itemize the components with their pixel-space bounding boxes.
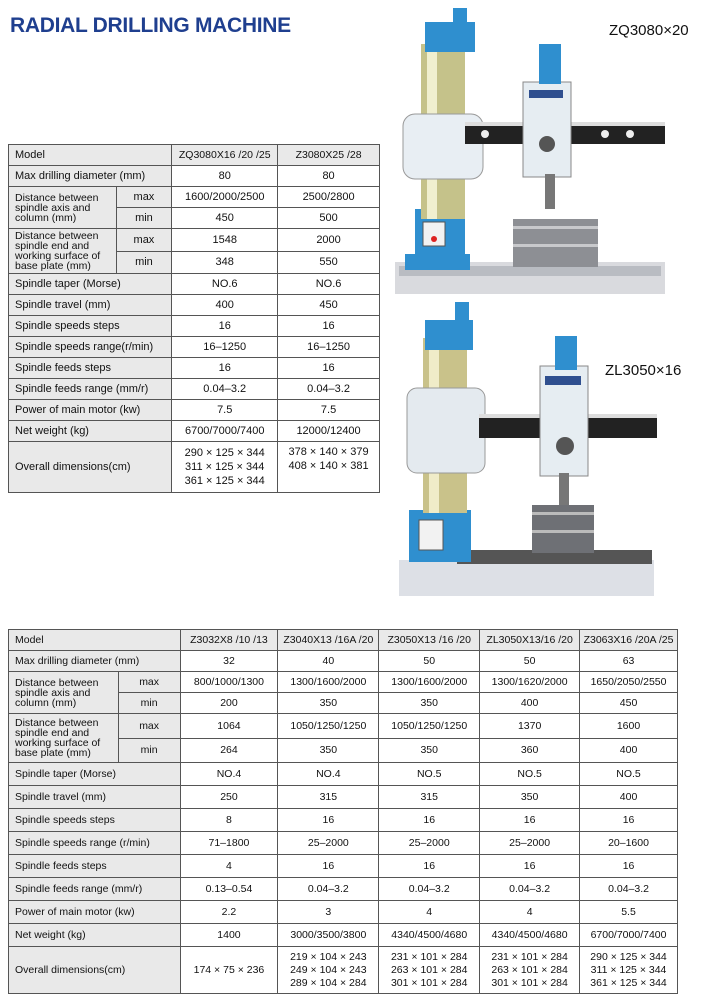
cell: 350 [278, 693, 379, 714]
cell: NO.5 [580, 763, 678, 786]
cell: 16 [480, 855, 580, 878]
cell: 6700/7000/7400 [172, 421, 278, 442]
cell: 400 [480, 693, 580, 714]
cell: 348 [172, 251, 278, 274]
cell: 500 [278, 208, 380, 229]
row-label: Max drilling diameter (mm) [9, 166, 172, 187]
dim-line: 378 × 140 × 379 [288, 446, 369, 458]
cell: 550 [278, 251, 380, 274]
dim-line: 301 × 101 × 284 [390, 976, 468, 989]
cell: 1300/1600/2000 [379, 672, 480, 693]
cell: 25–2000 [480, 832, 580, 855]
cell: 450 [278, 295, 380, 316]
row-label: Spindle feeds steps [9, 855, 181, 878]
cell: 0.04–3.2 [278, 878, 379, 901]
cell: 1064 [180, 714, 278, 739]
sub-label: min [118, 738, 180, 763]
dim-line: 263 × 101 × 284 [491, 963, 568, 976]
dim-line: 311 × 125 × 344 [590, 963, 667, 976]
cell [180, 947, 278, 994]
model-header: Z3050X13 /16 /20 [379, 630, 480, 651]
table-row [9, 672, 678, 693]
row-label: Distance between spindle end and working surface of base plate (mm) [9, 714, 119, 763]
row-label: Model [9, 630, 181, 651]
dim-line: 290 × 125 × 344 [184, 447, 265, 459]
model-header: ZQ3080X16 /20 /25 [172, 145, 278, 166]
model-header: Z3080X25 /28 [278, 145, 380, 166]
sub-label: min [116, 208, 172, 229]
cell [580, 947, 678, 994]
cell: 50 [480, 651, 580, 672]
cell: 0.04–3.2 [172, 379, 278, 400]
cell: 0.13–0.54 [180, 878, 278, 901]
cell: 7.5 [172, 400, 278, 421]
table-row [9, 855, 678, 878]
row-label: Spindle travel (mm) [9, 295, 172, 316]
cell: 400 [172, 295, 278, 316]
cell: 16 [278, 855, 379, 878]
cell: 0.04–3.2 [480, 878, 580, 901]
table-row [9, 924, 678, 947]
cell [480, 947, 580, 994]
cell: 1050/1250/1250 [278, 714, 379, 739]
cell: 315 [379, 786, 480, 809]
row-label: Spindle feeds range (mm/r) [9, 878, 181, 901]
cell: 2000 [278, 229, 380, 252]
model-header: Z3032X8 /10 /13 [180, 630, 278, 651]
table-row [9, 166, 380, 187]
cell: 16 [580, 855, 678, 878]
cell: 1300/1600/2000 [278, 672, 379, 693]
cell [172, 442, 278, 493]
cell: 350 [379, 693, 480, 714]
table-row [9, 379, 380, 400]
table-row [9, 651, 678, 672]
dim-line: 174 × 75 × 236 [193, 964, 265, 976]
table-row [9, 786, 678, 809]
cell: 1050/1250/1250 [379, 714, 480, 739]
cell: 71–1800 [180, 832, 278, 855]
cell: 0.04–3.2 [379, 878, 480, 901]
table-row [9, 714, 678, 739]
cell: 4340/4500/4680 [379, 924, 480, 947]
cell: 4 [379, 901, 480, 924]
row-label: Distance between spindle axis and column (mm) [9, 187, 117, 229]
cell: 1370 [480, 714, 580, 739]
cell: 1600/2000/2500 [172, 187, 278, 208]
cell: 400 [580, 738, 678, 763]
cell: 16 [379, 809, 480, 832]
row-label: Spindle speeds range (r/min) [9, 832, 181, 855]
cell: 63 [580, 651, 678, 672]
cell: 264 [180, 738, 278, 763]
table-row [9, 901, 678, 924]
cell: 16 [172, 316, 278, 337]
cell: 1400 [180, 924, 278, 947]
cell: 400 [580, 786, 678, 809]
row-label: Net weight (kg) [9, 924, 181, 947]
dim-line: 231 × 101 × 284 [390, 950, 468, 963]
cell: 40 [278, 651, 379, 672]
cell: 250 [180, 786, 278, 809]
cell: 5.5 [580, 901, 678, 924]
table-row [9, 358, 380, 379]
dim-line: 290 × 125 × 344 [590, 950, 667, 963]
row-label: Spindle taper (Morse) [9, 763, 181, 786]
cell: 32 [180, 651, 278, 672]
cell: NO.6 [172, 274, 278, 295]
cell: 1650/2050/2550 [580, 672, 678, 693]
row-label: Distance between spindle end and working surface of base plate (mm) [9, 229, 117, 274]
cell: 2500/2800 [278, 187, 380, 208]
row-label: Distance between spindle axis and column (mm) [9, 672, 119, 714]
cell: 16 [278, 358, 380, 379]
table-row [9, 809, 678, 832]
cell: NO.4 [278, 763, 379, 786]
table-row [9, 337, 380, 358]
dim-line: 361 × 125 × 344 [590, 976, 667, 989]
table-row [9, 295, 380, 316]
row-label: Spindle travel (mm) [9, 786, 181, 809]
cell: 315 [278, 786, 379, 809]
dim-line: 231 × 101 × 284 [491, 950, 568, 963]
table-row [9, 274, 380, 295]
cell [379, 947, 480, 994]
dim-line: 289 × 104 × 284 [290, 976, 367, 989]
table-row [9, 400, 380, 421]
cell: 360 [480, 738, 580, 763]
dim-line: 301 × 101 × 284 [491, 976, 568, 989]
cell: 350 [278, 738, 379, 763]
sub-label: max [118, 672, 180, 693]
cell: 3 [278, 901, 379, 924]
spec-table-1 [8, 144, 380, 493]
cell: 25–2000 [379, 832, 480, 855]
cell: 25–2000 [278, 832, 379, 855]
table-row [9, 878, 678, 901]
table-row [9, 145, 380, 166]
row-label: Net weight (kg) [9, 421, 172, 442]
table-row [9, 947, 678, 994]
cell: 1600 [580, 714, 678, 739]
machine-photo-zl3050 [397, 298, 662, 598]
cell: 1548 [172, 229, 278, 252]
table-row [9, 421, 380, 442]
table-row [9, 630, 678, 651]
table-row [9, 442, 380, 493]
row-label: Overall dimensions(cm) [9, 947, 181, 994]
cell: 8 [180, 809, 278, 832]
model-header: ZL3050X13/16 /20 [480, 630, 580, 651]
cell: 80 [278, 166, 380, 187]
cell: 4 [480, 901, 580, 924]
cell: NO.4 [180, 763, 278, 786]
cell: 16 [278, 809, 379, 832]
table-row [9, 187, 380, 208]
dim-line: 219 × 104 × 243 [290, 950, 367, 963]
cell: 16 [480, 809, 580, 832]
row-label: Spindle taper (Morse) [9, 274, 172, 295]
cell: 20–1600 [580, 832, 678, 855]
cell: NO.5 [379, 763, 480, 786]
cell: 50 [379, 651, 480, 672]
cell: 16–1250 [278, 337, 380, 358]
dim-line: 263 × 101 × 284 [390, 963, 468, 976]
sub-label: min [116, 251, 172, 274]
sub-label: min [118, 693, 180, 714]
cell: 200 [180, 693, 278, 714]
table-row [9, 832, 678, 855]
cell: 16–1250 [172, 337, 278, 358]
cell: 16 [172, 358, 278, 379]
cell: 16 [580, 809, 678, 832]
dim-line: 408 × 140 × 381 [288, 460, 369, 472]
cell: 800/1000/1300 [180, 672, 278, 693]
cell: 2.2 [180, 901, 278, 924]
machine-photo-zq3080 [395, 4, 670, 296]
cell: 0.04–3.2 [278, 379, 380, 400]
spec-table-2 [8, 629, 678, 994]
cell: 3000/3500/3800 [278, 924, 379, 947]
row-label: Overall dimensions(cm) [9, 442, 172, 493]
cell: NO.6 [278, 274, 380, 295]
cell: 450 [580, 693, 678, 714]
dim-line: 249 × 104 × 243 [290, 963, 367, 976]
cell: 350 [480, 786, 580, 809]
cell: 4 [180, 855, 278, 878]
cell: 6700/7000/7400 [580, 924, 678, 947]
dim-line: 361 × 125 × 344 [184, 475, 265, 487]
row-label: Spindle feeds range (mm/r) [9, 379, 172, 400]
dim-line: 311 × 125 × 344 [185, 461, 265, 473]
row-label: Power of main motor (kw) [9, 901, 181, 924]
row-label: Spindle speeds steps [9, 809, 181, 832]
row-label: Model [9, 145, 172, 166]
table-row [9, 763, 678, 786]
sub-label: max [116, 187, 172, 208]
cell [278, 947, 379, 994]
sub-label: max [116, 229, 172, 252]
cell: 16 [379, 855, 480, 878]
page-title: RADIAL DRILLING MACHINE [10, 14, 291, 37]
cell: NO.5 [480, 763, 580, 786]
row-label: Spindle feeds steps [9, 358, 172, 379]
row-label: Max drilling diameter (mm) [9, 651, 181, 672]
row-label: Spindle speeds range(r/min) [9, 337, 172, 358]
model-header: Z3063X16 /20A /25 [580, 630, 678, 651]
cell: 12000/12400 [278, 421, 380, 442]
cell [278, 442, 380, 493]
table-row [9, 316, 380, 337]
caption-zl3050: ZL3050×16 [605, 362, 682, 379]
cell: 450 [172, 208, 278, 229]
cell: 1300/1620/2000 [480, 672, 580, 693]
row-label: Power of main motor (kw) [9, 400, 172, 421]
sub-label: max [118, 714, 180, 739]
caption-zq3080: ZQ3080×20 [609, 22, 689, 39]
table-row [9, 229, 380, 252]
cell: 4340/4500/4680 [480, 924, 580, 947]
cell: 16 [278, 316, 380, 337]
model-header: Z3040X13 /16A /20 [278, 630, 379, 651]
cell: 7.5 [278, 400, 380, 421]
cell: 80 [172, 166, 278, 187]
cell: 350 [379, 738, 480, 763]
row-label: Spindle speeds steps [9, 316, 172, 337]
cell: 0.04–3.2 [580, 878, 678, 901]
